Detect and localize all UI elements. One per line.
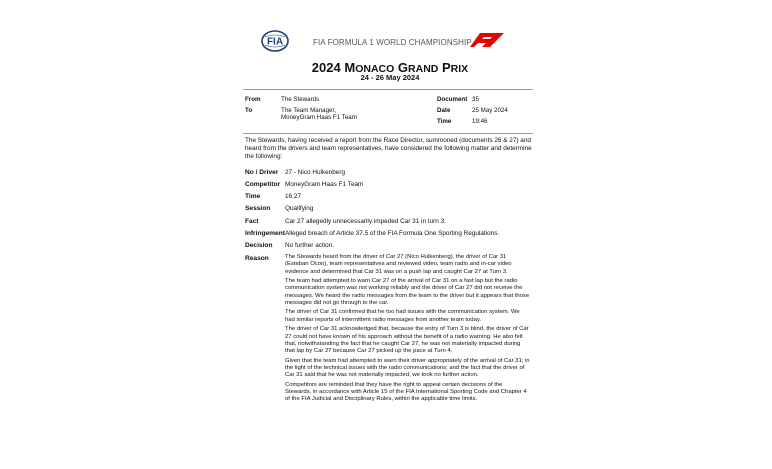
row-label-competitor: Competitor: [245, 181, 281, 188]
fia-logo-text: FIA: [266, 36, 284, 48]
date-value: 25 May 2024: [472, 107, 508, 114]
reason-paragraph: Given that the team had attempted to warn their driver appropriately of the arrival of Car 31; in the light of the technical issues with the radio communications; and the fact that the driver of Car 31 said that he was not materially impacted, we took no further action.: [285, 357, 530, 379]
row-value-time: 16:27: [285, 193, 301, 200]
intro-paragraph: The Stewards, having received a report from the Race Director, summoned (documents 26 & 27) and heard from the drivers and team representatives, have considered the following matter and determine the following:: [245, 137, 532, 160]
to-label: To: [245, 107, 253, 114]
row-value-decision: No further action.: [285, 242, 335, 249]
to-value-line2: MoneyGram Haas F1 Team: [281, 114, 357, 121]
from-value: The Stewards: [281, 96, 320, 103]
date-label: Date: [437, 107, 451, 114]
time-label: Time: [437, 118, 452, 125]
row-value-fact: Car 27 allegedly unnecessarily impeded Car 31 in turn 3.: [285, 218, 446, 225]
reason-paragraph: Competitors are reminded that they have the right to appeal certain decisions of the Stewards, in accordance with Article 15 of the FIA International Sporting Code and Chapter 4 of the FIA Judicial and Disciplinary Rules, within the applicable time limits.: [285, 381, 527, 403]
row-label-fact: Fact: [245, 218, 259, 225]
time-value: 19:46: [472, 118, 488, 125]
row-label-time: Time: [245, 193, 261, 200]
document-value: 35: [472, 96, 479, 103]
reason-text: [285, 254, 530, 406]
row-value-competitor: MoneyGram Haas F1 Team: [285, 181, 364, 188]
row-label-decision: Decision: [245, 242, 273, 249]
row-value-session: Qualifying: [285, 205, 314, 212]
row-label-reason: Reason: [245, 255, 269, 262]
event-name-initial: G: [397, 60, 409, 75]
event-name-initial: P: [442, 60, 451, 75]
row-label-infringement: Infringement: [245, 230, 285, 237]
f1-logo-icon: [468, 33, 510, 47]
event-dates: 24 - 26 May 2024: [360, 73, 420, 82]
row-value-infringement: Alleged breach of Article 37.5 of the FIA Formula One Sporting Regulations.: [285, 230, 500, 237]
to-value-line1: The Team Manager,: [281, 107, 336, 114]
reason-paragraph: The team had attempted to warn Car 27 of the arrival of Car 31 on a fast lap but the radio communication system was not working reliably and the driver of Car 27 did not receive the messages. We heard the radio messages from the team to the driver but it appears that those messages did not go through to the car.: [285, 278, 530, 306]
row-value-driver: 27 - Nico Hulkenberg: [285, 169, 346, 176]
reason-paragraph: The driver of Car 31 acknowledged that, because the entry of Turn 3 is blind, the driver of Car 27 could not have known of his approach without the benefit of a radio warning. He also felt that, notwithstanding the fact that he caught Car 27, he was not materially impacted during that lap by Car 27 because Car 27 picked up the pace at Turn 4.: [285, 326, 529, 355]
row-label-session: Session: [245, 205, 271, 212]
championship-title: FIA FORMULA 1 WORLD CHAMPIONSHIP: [313, 38, 472, 47]
document-label: Document: [437, 96, 468, 103]
divider: [243, 133, 533, 134]
from-label: From: [245, 96, 261, 103]
fia-logo-icon: [261, 30, 289, 52]
reason-paragraph: The driver of Car 31 confirmed that he too had issues with the communication system. We had similar reports of intermittent radio messages from another team today.: [285, 309, 520, 323]
event-name-rest: RAND: [408, 63, 439, 75]
event-name-initial: M: [344, 60, 356, 75]
row-label-driver: No / Driver: [245, 169, 279, 176]
divider: [243, 89, 533, 90]
event-name-rest: ONACO: [355, 63, 395, 75]
event-year: 2024: [311, 60, 341, 75]
reason-paragraph: The Stewards heard from the driver of Car 27 (Nico Hulkenberg), the driver of Car 31 (Esteban Ocon), team representatives and reviewed video, team radio and in-car video evidence and determined that Car 31 was on a push lap and caught Car 27 at Turn 3.: [285, 254, 512, 275]
event-name-rest: RIX: [450, 63, 469, 75]
